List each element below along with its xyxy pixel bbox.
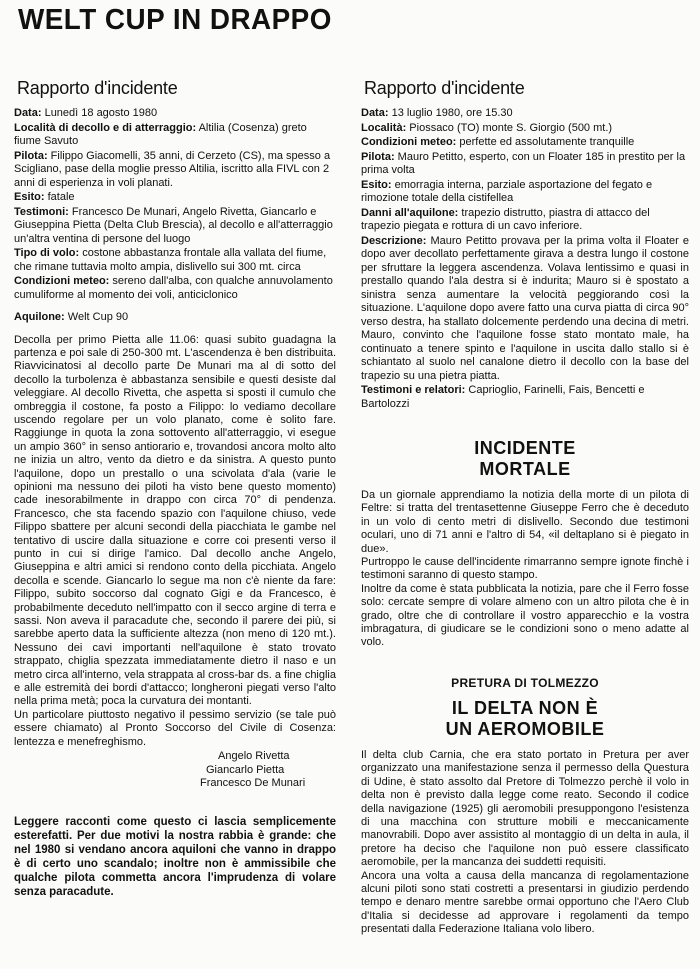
left-report-heading: Rapporto d'incidente	[17, 78, 178, 98]
right-field-meteo: Condizioni meteo: perfette ed assolutamente tranquille	[361, 136, 635, 148]
left-field-tipo-volo: Tipo di volo: costone abbastanza frontale alla vallata del fiume, che rimane tuttavia molto ampia, dislivello sui 300 mt. circa	[14, 247, 327, 273]
right-field-descrizione: Descrizione: Mauro Petitto provava per la prima volta il Floater e dopo aver decollato perfettamente girava a destra lungo il costone per sfruttare la leggera ascendenza. Volava lentissimo e quasi in prestallo quando l'ala destra si è indurita; Mauro si è spostato a sinistra senza aumentare la velocità peggiorando così la situazione. L'aquilone dopo avere fatto una curva piatta di circa 90° verso destra, ha stallato dolcemente perdendo una decina di metri. Mauro, convinto che l'aquilone fosse stato montato male, ha continuato a tenere spinto e l'aquilone in uscita dallo stallo si è schiantato al suolo nel canalone dietro il decollo con la base del trapezio su una pietra piatta.	[361, 234, 689, 382]
right-column	[361, 78, 689, 937]
left-field-data: Data: Lunedì 18 agosto 1980	[14, 107, 158, 119]
right-field-localita: Località: Piossaco (TO) monte S. Giorgio (500 mt.)	[361, 121, 613, 134]
pretura-heading-line2: UN AEROMOBILE	[445, 718, 605, 739]
mortale-paragraph: Da un giornale apprendiamo la notizia della morte di un pilota di Feltre: si tratta del trentasettenne Giuseppe Ferro che è deceduto in un volo di cento metri di dislivello. Secondo due testimoni oculari, uno di 71 anni e l'altro di 54, «il deltaplano si è piegato in due».	[361, 489, 689, 555]
left-field-localita: Località di decollo e di atterraggio: Altilia (Cosenza) greto fiume Savuto	[14, 121, 307, 147]
pretura-kicker: PRETURA DI TOLMEZZO	[451, 675, 599, 690]
left-body-paragraph: Decolla per primo Pietta alle 11.06: quasi subito guadagna la partenza e poi sale di 250-300 mt. L'ascendenza è ben distribuita. Riavvicinatosi al decollo parte De Munari ma al di sotto del decollo la turbolenza è abbastanza sensibile e questi desiste dal veleggiare. Al decollo Rivetta, che aspetta si sposti il cumulo che ombreggia il costone, fa posto a Filippo: lo vediamo decollare uscendo regolare per un volo planato, come è solito fare. Raggiunge in quota la zona sottovento all'atterraggio, vi esegue un ampio 360° in senso antiorario e, trovandosi ancora molto alto ne inizia un altro, vento da dietro e da sinistra. A questo punto l'aquilone, dopo un prestallo o una scivolata d'ala (varie le opinioni ma nessuno dei piloti ha visto bene questo momento) cade inesorabilmente in drappo con circa 70° di pendenza. Francesco, che sta facendo spazio con l'aquilone chiuso, vede Filippo sbattere per alcuni secondi della piacchiata le gambe nel tentativo di uscire dalla situazione e corre coi presenti verso il punto in cui si dirige l'amico. Dal decollo anche Angelo, Giuseppina e altri amici si rendono conto della picchiata. Angelo decolla e scende. Giancarlo lo segue ma non c'è niente da fare: Filippo, subito soccorso dal cognato Gigi e da Francesco, è probabilmente deceduto nell'impatto con il secco argine di terra e sassi. Non aveva il paracadute che, secondo il parere dei più, si sarebbe aperto data la sufficiente altezza (non meno di 120 mt.). Nessuno dei cavi importanti nell'aquilone è stato trovato strappato, chiglia spezzata immediatamente dietro il naso e un metro circa all'interno, vela strappata al cross-bar ds. a fine chiglia e alle estremità dei bordi d'attacco; longheroni piegati verso l'alto nella prima metà; poca la curvatura dei montanti.	[14, 333, 336, 708]
right-field-data: Data: 13 luglio 1980, ore 15.30	[361, 107, 513, 119]
left-field-pilota: Pilota: Filippo Giacomelli, 35 anni, di Cerzeto (CS), ma spesso a Scigliano, pase della moglie presso Altilia, iscritto alla FIVL con 2 anni di esperienza in voli planati.	[14, 149, 331, 189]
signature-name: Giancarlo Pietta	[206, 763, 285, 776]
left-body-paragraph: Un particolare piuttosto negativo il pessimo servizio (se tale può essere chiamato) al Pronto Soccorso del Civile di Cosenza: lentezza e menefreghismo.	[14, 708, 336, 748]
right-field-esito: Esito: emorragia interna, parziale asportazione del fegato e rimozione totale della cistifellea	[361, 178, 653, 204]
right-field-testimoni: Testimoni e relatori: Caprioglio, Farinelli, Fais, Bencetti e Bartolozzi	[361, 384, 645, 410]
signature-name: Francesco De Munari	[200, 777, 306, 790]
editorial-note: Leggere racconti come questo ci lascia semplicemente esterefatti. Per due motivi la nostra rabbia è grande: che nel 1980 si vendano ancora aquiloni che vanno in drappo è di certo uno scandalo; inoltre non è ammissibile che qualche pilota commetta ancora l'imprudenza di volare senza paracadute.	[14, 815, 336, 898]
left-field-aquilone: Aquilone: Welt Cup 90	[14, 311, 129, 323]
pretura-paragraph: Il delta club Carnia, che era stato portato in Pretura per aver organizzato una manifestazione senza il permesso della Questura di Udine, è stato assolto dal Pretore di Tolmezzo perchè il volo in delta non è previsto dalla legge come reato. Secondo il codice della navigazione (1925) gli aeromobili presuppongono l'esistenza di una macchina con strutture mobili e meccanicamente manovrabili. Dopo aver assistito al montaggio di un delta in aula, il pretore ha deciso che l'aquilone non può essere classificato aeromobile, per la mancanza dei suddetti requisiti.	[361, 748, 689, 869]
mortale-paragraph: Inoltre da come è stata pubblicata la notizia, pare che il Ferro fosse solo: cercate sempre di volare almeno con un altro pilota che è in grado, oltre che di controllare il vostro apparecchio e la vostra imbragatura, di giudicare se le condizioni sono o meno adatte al volo.	[361, 582, 689, 649]
right-field-pilota: Pilota: Mauro Petitto, esperto, con un Floater 185 in prestito per la prima volta	[361, 150, 686, 176]
page-title: WELT CUP IN DRAPPO	[18, 4, 332, 36]
left-field-meteo: Condizioni meteo: sereno dall'alba, con qualche annuvolamento cumuliforme al momento dei voli, anticiclonico	[14, 275, 333, 301]
signatures	[14, 750, 336, 791]
mortale-paragraph: Purtroppo le cause dell'incidente rimarranno sempre ignote finchè i testimoni saranno di questo stampo.	[361, 556, 689, 582]
left-column	[14, 78, 336, 899]
right-field-danni: Danni all'aquilone: trapezio distrutto, piastra di attacco del trapezio piegata e rottura di un cavo inferiore.	[361, 206, 650, 232]
mortale-heading-line1: INCIDENTE	[474, 438, 576, 458]
mortale-heading-line2: MORTALE	[479, 459, 571, 479]
left-field-esito: Esito: fatale	[14, 191, 75, 203]
right-report-heading: Rapporto d'incidente	[364, 78, 525, 98]
signature-name: Angelo Rivetta	[218, 750, 290, 763]
left-field-testimoni: Testimoni: Francesco De Munari, Angelo Rivetta, Giancarlo e Giuseppina Pietta (Delta Club Brescia), al decollo e all'atterraggio un'altra ventina di persone del luogo	[14, 205, 333, 245]
pretura-heading-line1: IL DELTA NON È	[451, 697, 599, 718]
pretura-paragraph: Ancora una volta a causa della mancanza di regolamentazione alcuni piloti sono stati costretti a presentarsi in giudizio perdendo tempo e denaro mentre sarebbe ormai opportuno che l'Aero Club d'Italia si decidesse ad approvare i regolamenti da tempo presentati dalla Federazione Italiana volo libero.	[361, 869, 689, 936]
